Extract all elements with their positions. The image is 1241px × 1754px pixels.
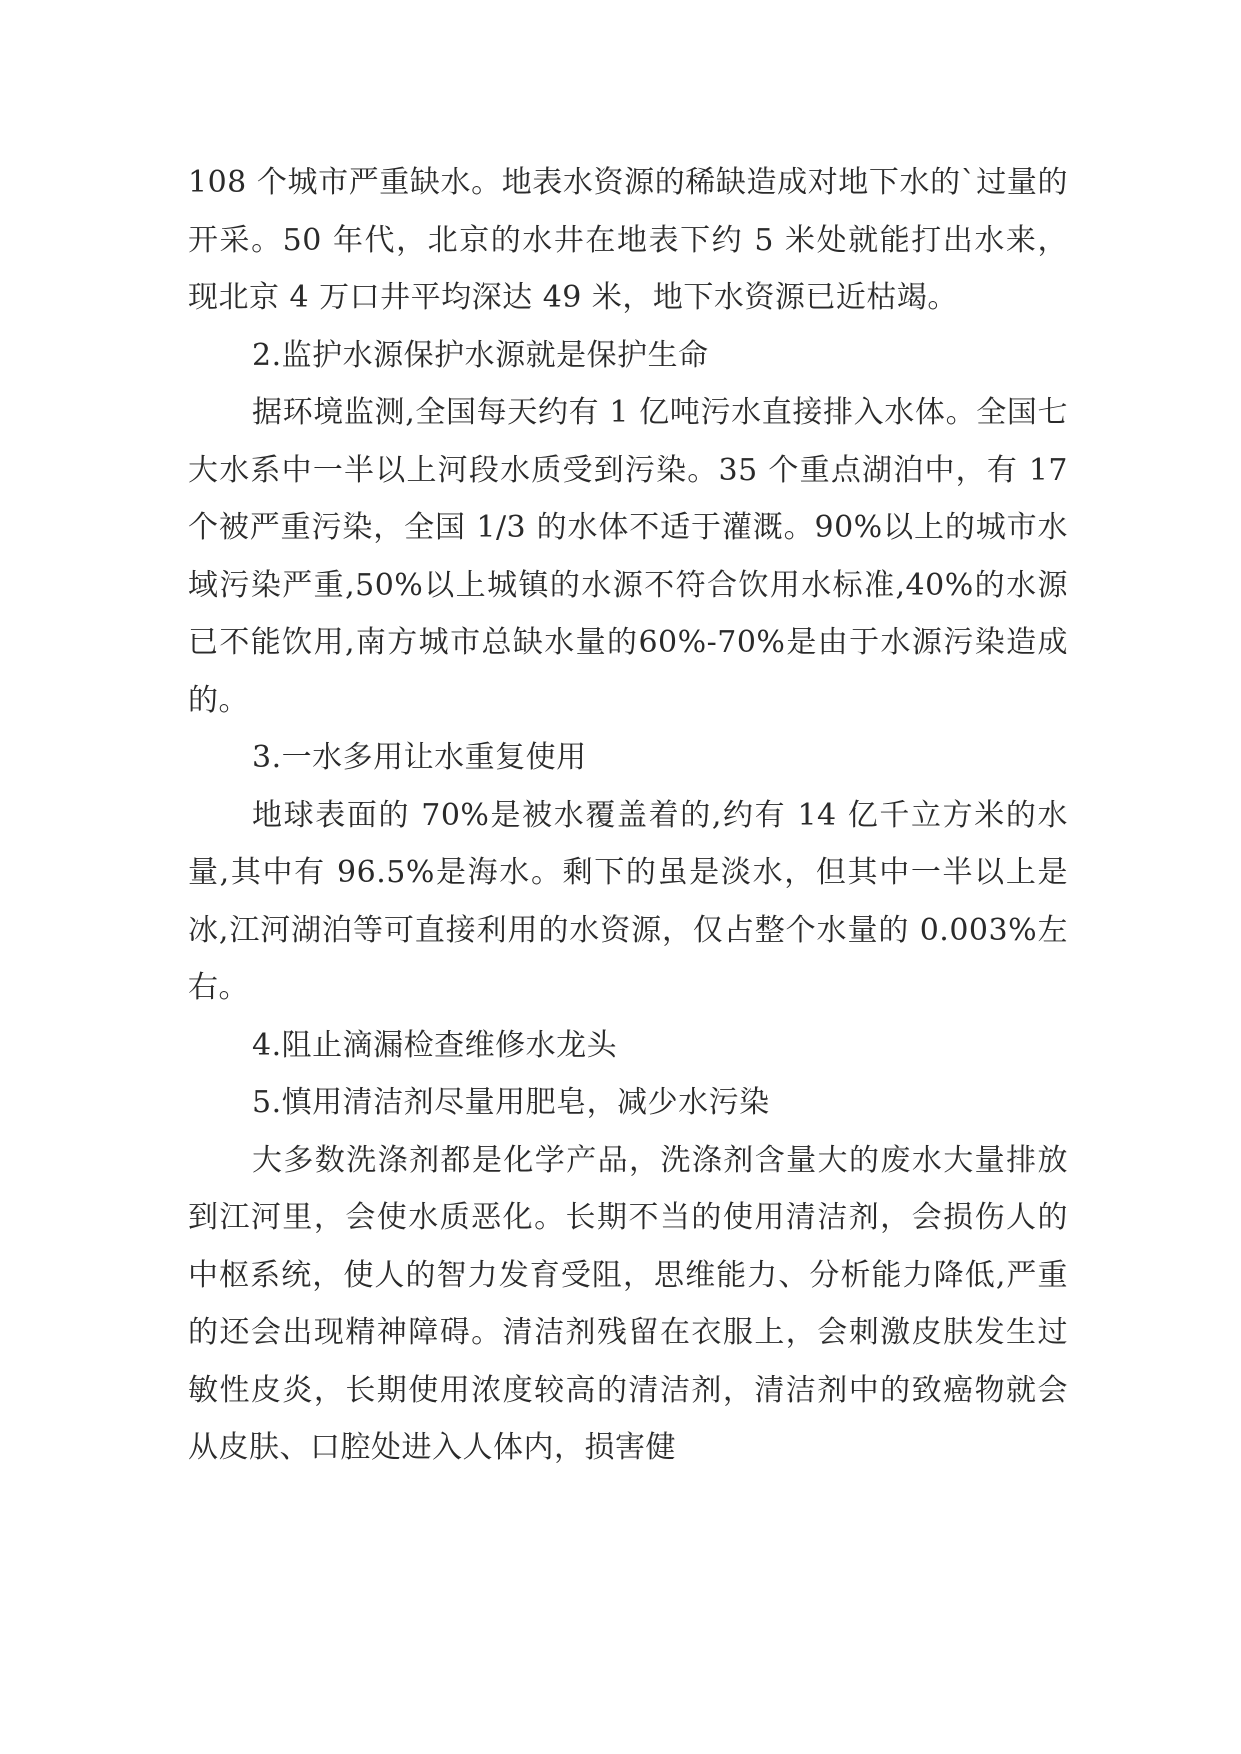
paragraph-water-shortage: 108 个城市严重缺水。地表水资源的稀缺造成对地下水的`过量的开采。50 年代，北京的水井在地表下约 5 米处就能打出水来，现北京 4 万口井平均深达 49 米，地下水资源已近枯竭。 bbox=[188, 165, 1068, 315]
heading-use-soap: 5.慎用清洁剂尽量用肥皂，减少水污染 bbox=[252, 1085, 770, 1120]
heading-protect-water-source: 2.监护水源保护水源就是保护生命 bbox=[252, 337, 709, 373]
heading-reuse-water: 3.一水多用让水重复使用 bbox=[252, 740, 587, 775]
paragraph-water-pollution: 据环境监测,全国每天约有 1 亿吨污水直接排入水体。全国七大水系中一半以上河段水质受到污染。35 个重点湖泊中，有 17 个被严重污染，全国 1/3 的水体不适于灌溉。90%以上的城市水域污染严重,50%以上城镇的水源不符合饮用水标准,40%的水源已不能饮用,南方城市总缺水量的60%-70%是由于水源污染造成的。 bbox=[188, 395, 1068, 718]
paragraph-detergent-harm: 大多数洗涤剂都是化学产品，洗涤剂含量大的废水大量排放到江河里，会使水质恶化。长期不当的使用清洁剂，会损伤人的中枢系统，使人的智力发育受阻，思维能力、分析能力降低,严重的还会出现精神障碍。清洁剂残留在衣服上，会刺激皮肤发生过敏性皮炎，长期使用浓度较高的清洁剂，清洁剂中的致癌物就会从皮肤、口腔处进入人体内，损害健 bbox=[188, 1142, 1068, 1465]
paragraph-earth-water: 地球表面的 70%是被水覆盖着的,约有 14 亿千立方米的水量,其中有 96.5%是海水。剩下的虽是淡水，但其中一半以上是冰,江河湖泊等可直接利用的水资源，仅占整个水量的 0.003%左右。 bbox=[188, 797, 1068, 1005]
body-text bbox=[188, 154, 1068, 1477]
heading-stop-leaks: 4.阻止滴漏检查维修水龙头 bbox=[252, 1027, 618, 1063]
